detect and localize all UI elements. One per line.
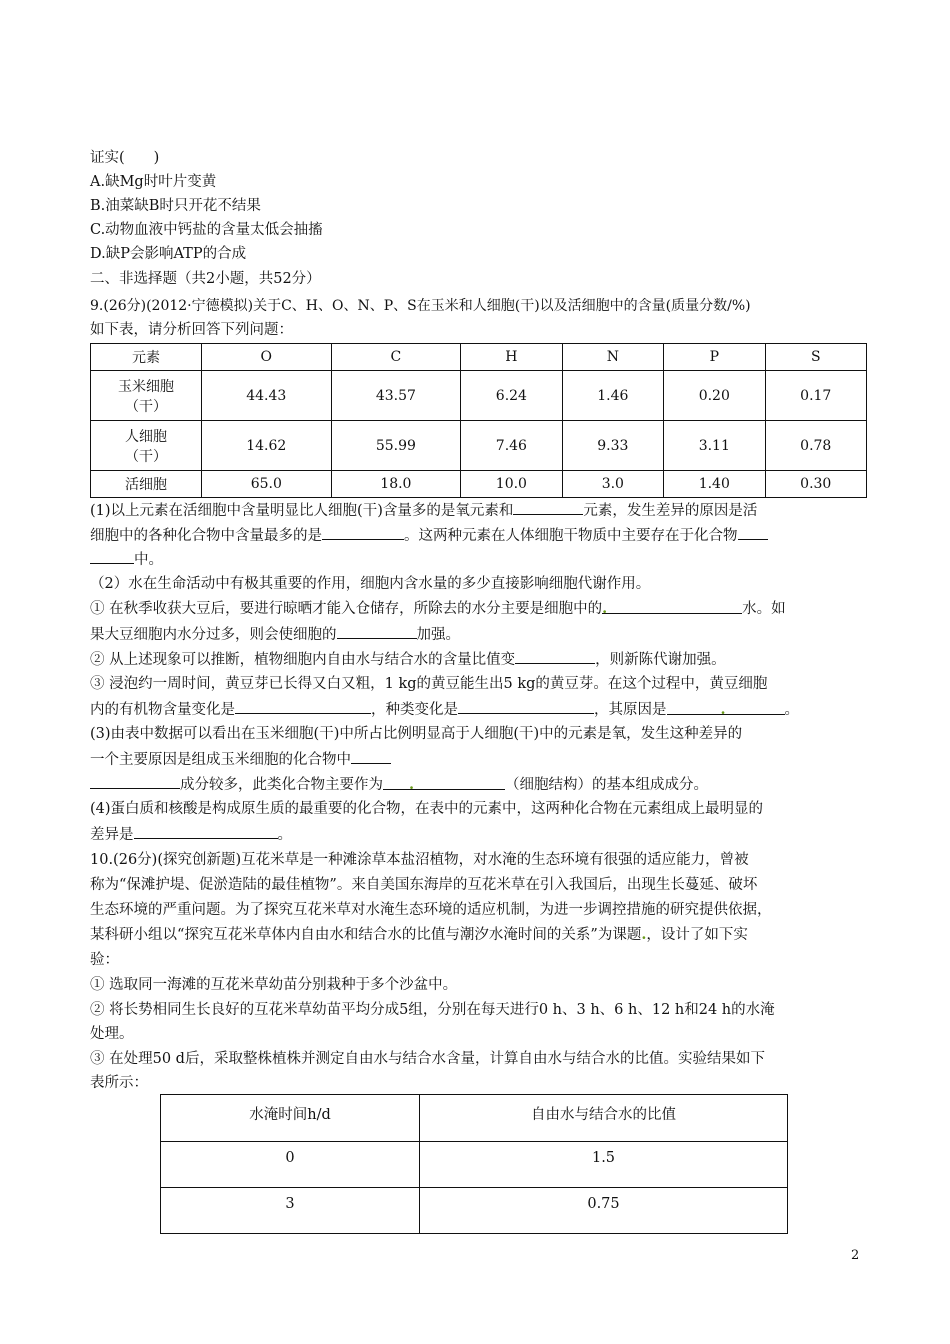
answer-blank[interactable] (337, 623, 417, 639)
table-cell: 6.24 (461, 371, 562, 421)
q10-line4: 某科研小组以“探究互花米草体内自由水和结合水的比值与潮汐水淹时间的关系”为课题.，设计了如下实 (90, 926, 748, 943)
q8-option-d: D.缺P会影响ATP的合成 (90, 246, 247, 262)
table-row (91, 471, 867, 498)
q9-intro-line2: 如下表，请分析回答下列问题： (90, 322, 293, 338)
q10-step2-cont: 处理。 (90, 1026, 134, 1042)
answer-blank[interactable] (235, 698, 371, 714)
q8-option-c: C.动物血液中钙盐的含量太低会抽搐 (90, 222, 323, 238)
q10-step3-cont: 表所示： (90, 1075, 148, 1091)
row-label: 玉米细胞 （干） (91, 371, 202, 421)
q10-step2: ② 将长势相同生长良好的互花米草幼苗平均分成5组，分别在每天进行0 h、3 h、6 h、12 h和24 h的水淹 (90, 1002, 775, 1018)
q9-intro-line1: 9.(26分)(2012·宁德模拟)关于C、H、O、N、P、S在玉米和人细胞(干)以及活细胞中的含量(质量分数/%) (90, 298, 751, 314)
table-cell: 0.20 (664, 371, 765, 421)
q9-part2-item1: ① 在秋季收获大豆后，要进行晾晒才能入仓储存，所除去的水分主要是细胞中的. 水。如 (90, 600, 786, 617)
table-cell: 55.99 (331, 421, 461, 471)
section-heading: 二、非选择题（共2小题，共52分） (90, 271, 321, 287)
table-cell: 44.43 (202, 371, 332, 421)
table-row (161, 1188, 788, 1234)
table-cell: 1.5 (420, 1142, 788, 1188)
table-cell: 0.75 (420, 1188, 788, 1234)
q10-step1: ① 选取同一海滩的互花米草幼苗分别栽种于多个沙盆中。 (90, 977, 458, 993)
table-cell: 3 (161, 1188, 420, 1234)
table-cell: 10.0 (461, 471, 562, 498)
q9-part2-item2: ② 从上述现象可以推断，植物细胞内自由水与结合水的含量比值变 ，则新陈代谢加强。 (90, 648, 726, 671)
table-header-row (91, 344, 867, 371)
q10-line3: 生态环境的严重问题。为了探究互花米草对水淹生态环境的适应机制，为进一步调控措施的研究提供依据， (90, 902, 772, 918)
flooding-ratio-table (160, 1094, 788, 1234)
answer-blank[interactable]: . (383, 774, 505, 790)
q9-part4-line1: (4)蛋白质和核酸是构成原生质的最重要的化合物，在表中的元素中，这两种化合物在元素组成上最明显的 (90, 801, 764, 817)
table-cell: 1.46 (562, 371, 663, 421)
answer-blank[interactable] (351, 748, 391, 764)
q9-part2-item1-cont: 果大豆细胞内水分过多，则会使细胞的 加强。 (90, 623, 460, 646)
q8-stem-end: 证实( ) (90, 150, 160, 166)
row-label: 人细胞 （干） (91, 421, 202, 471)
table-row (161, 1142, 788, 1188)
q9-part2-intro: （2）水在生命活动中有极其重要的作用，细胞内含水量的多少直接影响细胞代谢作用。 (90, 576, 651, 592)
q9-part4-line2: 差异是 。 (90, 823, 292, 846)
answer-blank[interactable] (458, 698, 594, 714)
table-cell: 9.33 (562, 421, 663, 471)
q10-step3: ③ 在处理50 d后，采取整株植株并测定自由水与结合水含量，计算自由水与结合水的比值。实验结果如下 (90, 1051, 765, 1067)
q9-part2-item3: ③ 浸泡约一周时间，黄豆芽已长得又白又粗，1 kg的黄豆能生出5 kg的黄豆芽。在这个过程中，黄豆细胞 (90, 676, 768, 692)
q10-line1: 10.(26分)(探究创新题)互花米草是一种滩涂草本盐沼植物，对水淹的生态环境有很强的适应能力，曾被 (90, 852, 749, 868)
answer-blank[interactable] (738, 524, 768, 540)
table-header-cell: O (202, 344, 332, 371)
table-cell: 0.78 (765, 421, 866, 471)
table-cell: 0.17 (765, 371, 866, 421)
q9-part2-item3-cont: 内的有机物含量变化是 ，种类变化是 ，其原因是 . 。 (90, 698, 799, 721)
table-row (91, 421, 867, 471)
q10-line5: 验： (90, 952, 119, 968)
table-header-cell: 自由水与结合水的比值 (420, 1095, 788, 1142)
table-cell: 3.11 (664, 421, 765, 471)
table-cell: 1.40 (664, 471, 765, 498)
table-header-cell: H (461, 344, 562, 371)
answer-blank[interactable] (513, 499, 583, 515)
table-cell: 65.0 (202, 471, 332, 498)
answer-blank[interactable] (515, 648, 595, 664)
q9-part1-line3: 中。 (90, 548, 163, 571)
row-label: 活细胞 (91, 471, 202, 498)
table-cell: 18.0 (331, 471, 461, 498)
table-header-cell: 元素 (91, 344, 202, 371)
table-header-cell: P (664, 344, 765, 371)
table-header-cell: 水淹时间h/d (161, 1095, 420, 1142)
answer-blank[interactable]: . (602, 598, 742, 614)
table-header-cell: C (331, 344, 461, 371)
q9-part1-line1: (1)以上元素在活细胞中含量明显比人细胞(干)含量多的是氧元素和 元素，发生差异的原因是活 (90, 499, 757, 522)
table-cell: 0 (161, 1142, 420, 1188)
q9-part1-line2: 细胞中的各种化合物中含量最多的是 。这两种元素在人体细胞干物质中主要存在于化合物 (90, 524, 768, 547)
q10-line2: 称为“保滩护堤、促淤造陆的最佳植物”。来自美国东海岸的互花米草在引入我国后，出现生长蔓延、破坏 (90, 877, 758, 893)
q9-part3-line1: (3)由表中数据可以看出在玉米细胞(干)中所占比例明显高于人细胞(干)中的元素是氧，发生这种差异的 (90, 726, 743, 742)
table-header-cell: S (765, 344, 866, 371)
table-cell: 3.0 (562, 471, 663, 498)
q8-option-b: B.油菜缺B时只开花不结果 (90, 198, 261, 214)
answer-blank[interactable]: . (667, 699, 785, 715)
element-content-table (90, 343, 867, 498)
table-row (91, 371, 867, 421)
answer-blank[interactable] (322, 524, 404, 540)
q9-part3-line2: 一个主要原因是组成玉米细胞的化合物中 (90, 748, 391, 771)
table-cell: 7.46 (461, 421, 562, 471)
table-header-cell: N (562, 344, 663, 371)
answer-blank[interactable] (90, 773, 180, 789)
q9-part3-line3: 成分较多，此类化合物主要作为 . （细胞结构）的基本组成成分。 (90, 773, 708, 796)
answer-blank[interactable] (90, 548, 134, 564)
q8-option-a: A.缺Mg时叶片变黄 (90, 174, 217, 190)
page-number: 2 (851, 1248, 860, 1263)
table-cell: 43.57 (331, 371, 461, 421)
table-cell: 14.62 (202, 421, 332, 471)
answer-blank[interactable] (134, 823, 278, 839)
table-cell: 0.30 (765, 471, 866, 498)
table-header-row (161, 1095, 788, 1142)
